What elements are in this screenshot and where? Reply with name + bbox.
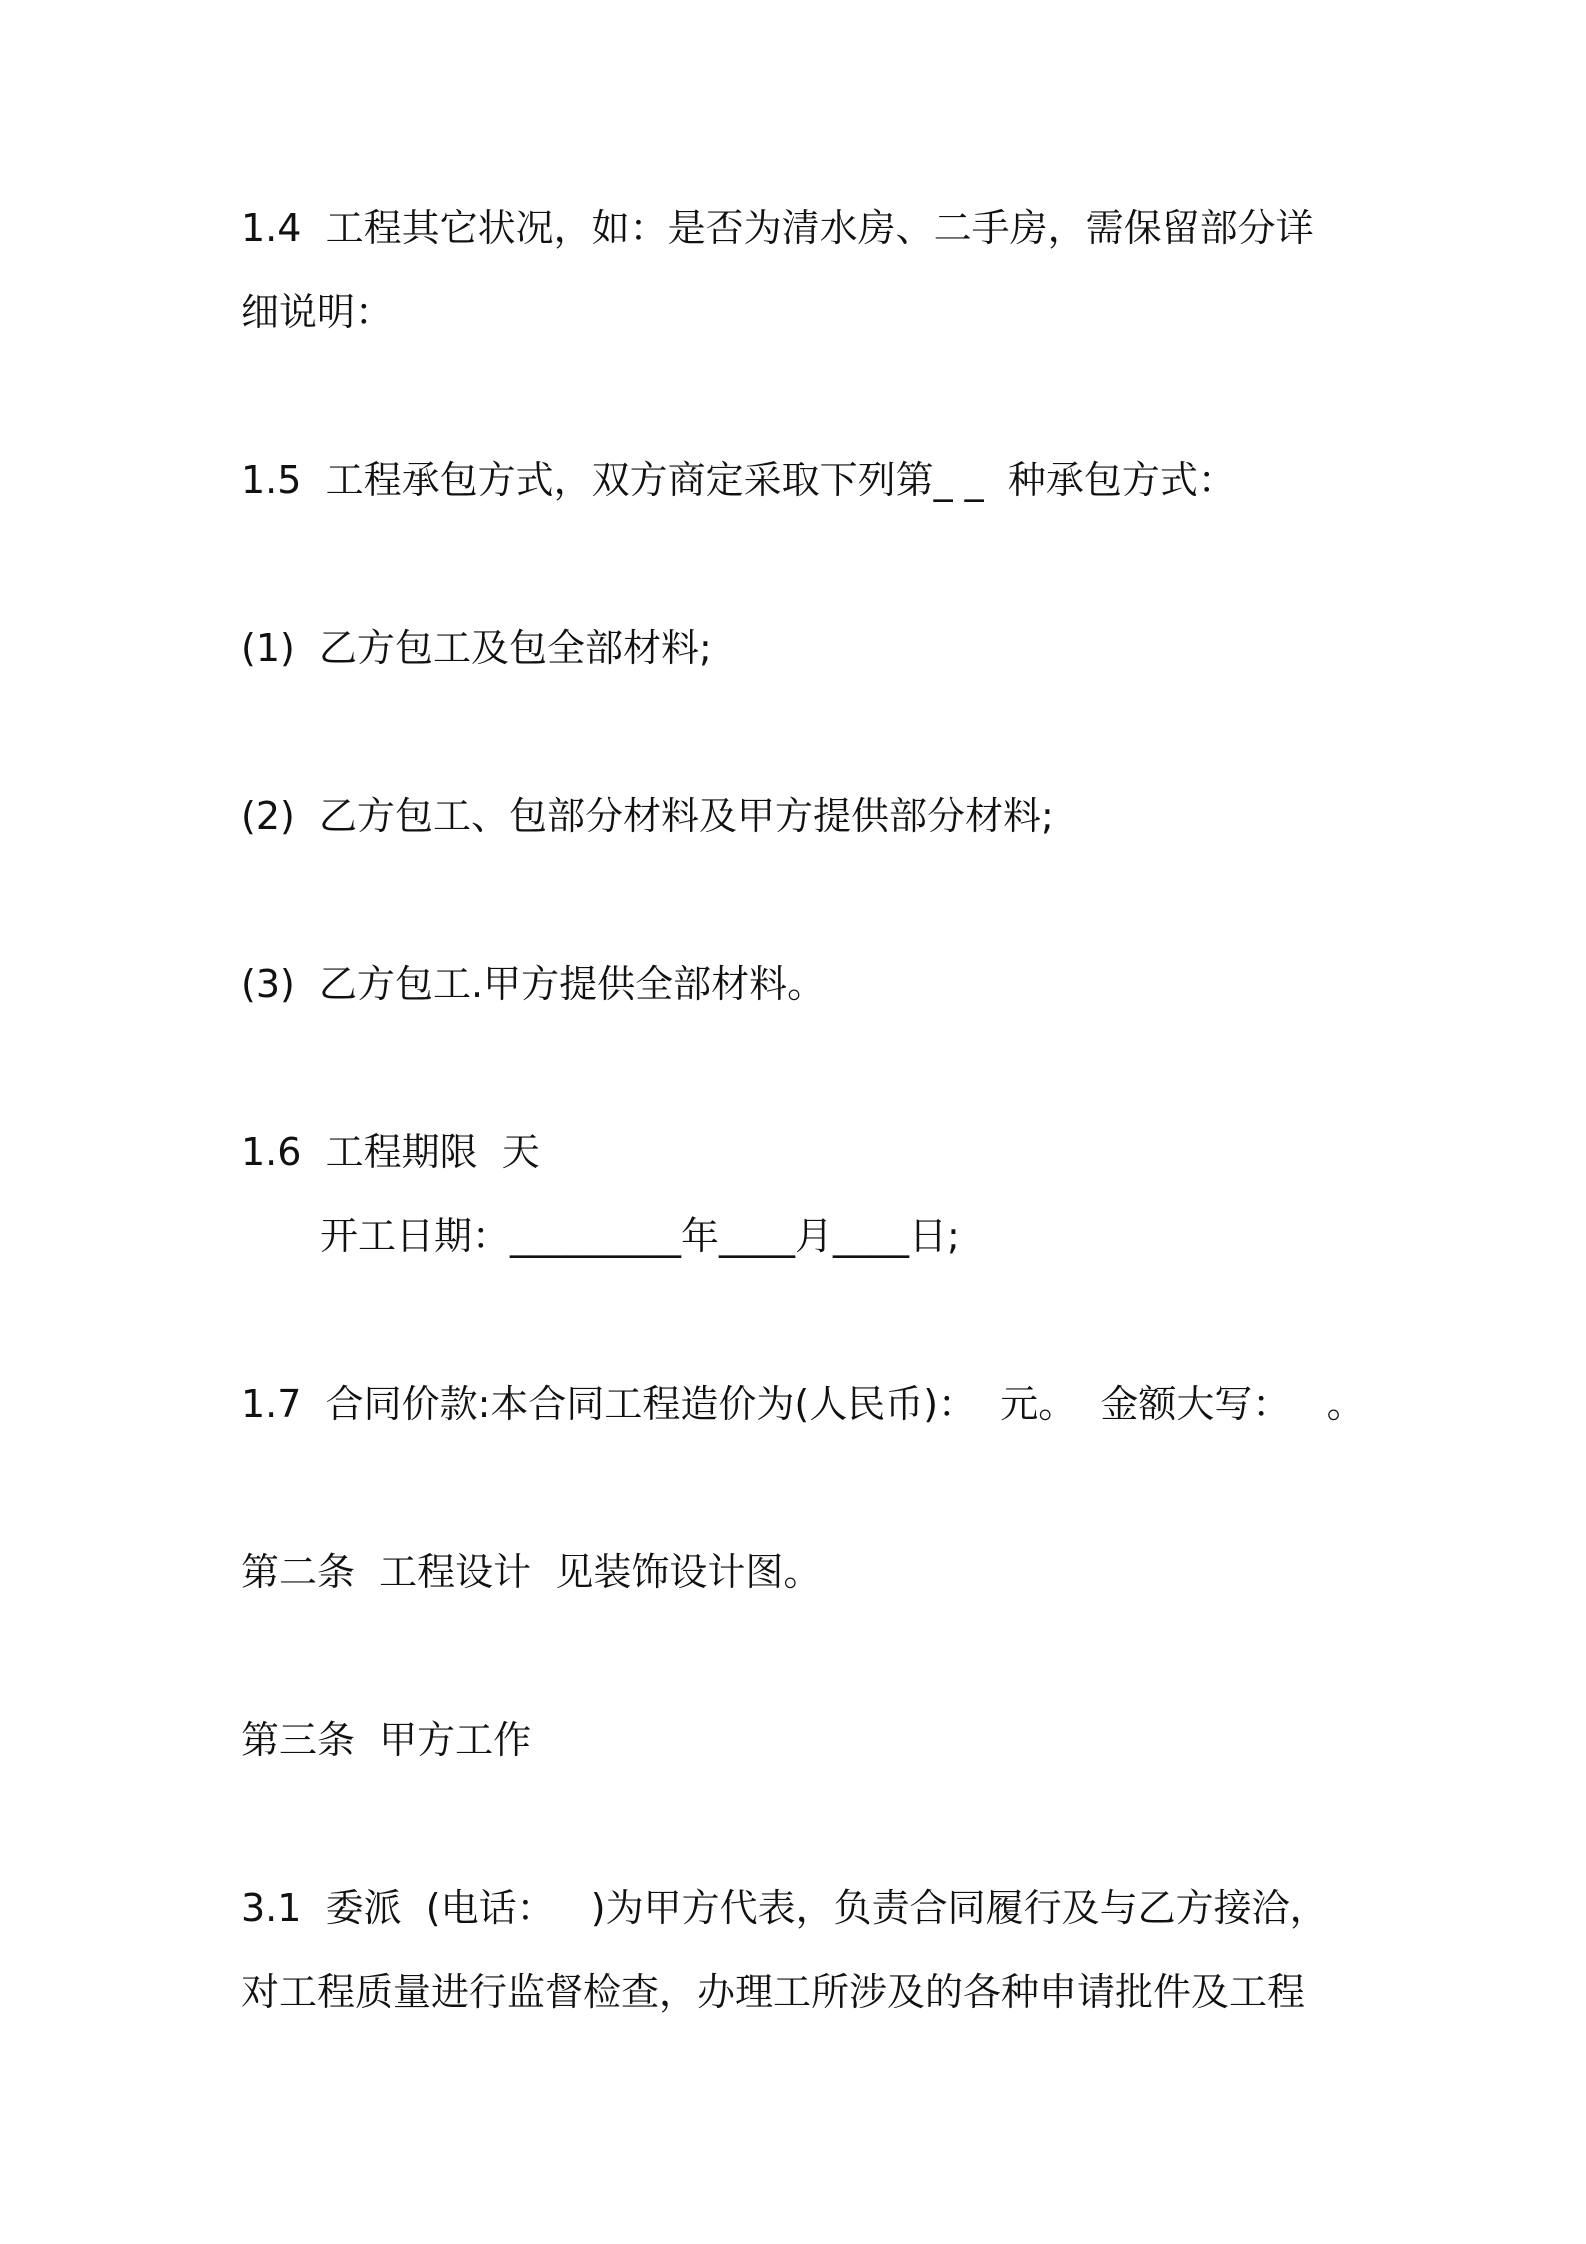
clause-1-4-line-2: 细说明： (241, 290, 394, 334)
clause-3-1-line-2: 对工程质量进行监督检查，办理工所涉及的各种申请批件及工程 (241, 1970, 1306, 2014)
clause-1-4-line-1: 1.4 工程其它状况，如：是否为清水房、二手房，需保留部分详 (241, 206, 1314, 250)
clause-1-5: 1.5 工程承包方式，双方商定采取下列第_ _ 种承包方式： (241, 458, 1236, 502)
option-2: (2) 乙方包工、包部分材料及甲方提供部分材料; (241, 794, 1054, 838)
clause-1-6: 1.6 工程期限 天 (241, 1130, 540, 1174)
article-2-heading: 第二条 工程设计 见装饰设计图。 (241, 1550, 822, 1594)
start-date-line: 开工日期：_________年____月____日; (320, 1214, 960, 1258)
clause-3-1-line-1: 3.1 委派 (电话： )为甲方代表，负责合同履行及与乙方接洽， (241, 1886, 1328, 1930)
option-3: (3) 乙方包工.甲方提供全部材料。 (241, 962, 826, 1006)
article-3-heading: 第三条 甲方工作 (241, 1718, 532, 1762)
clause-1-7: 1.7 合同价款:本合同工程造价为(人民币)： 元。 金额大写： 。 (241, 1382, 1365, 1426)
option-1: (1) 乙方包工及包全部材料; (241, 626, 712, 670)
